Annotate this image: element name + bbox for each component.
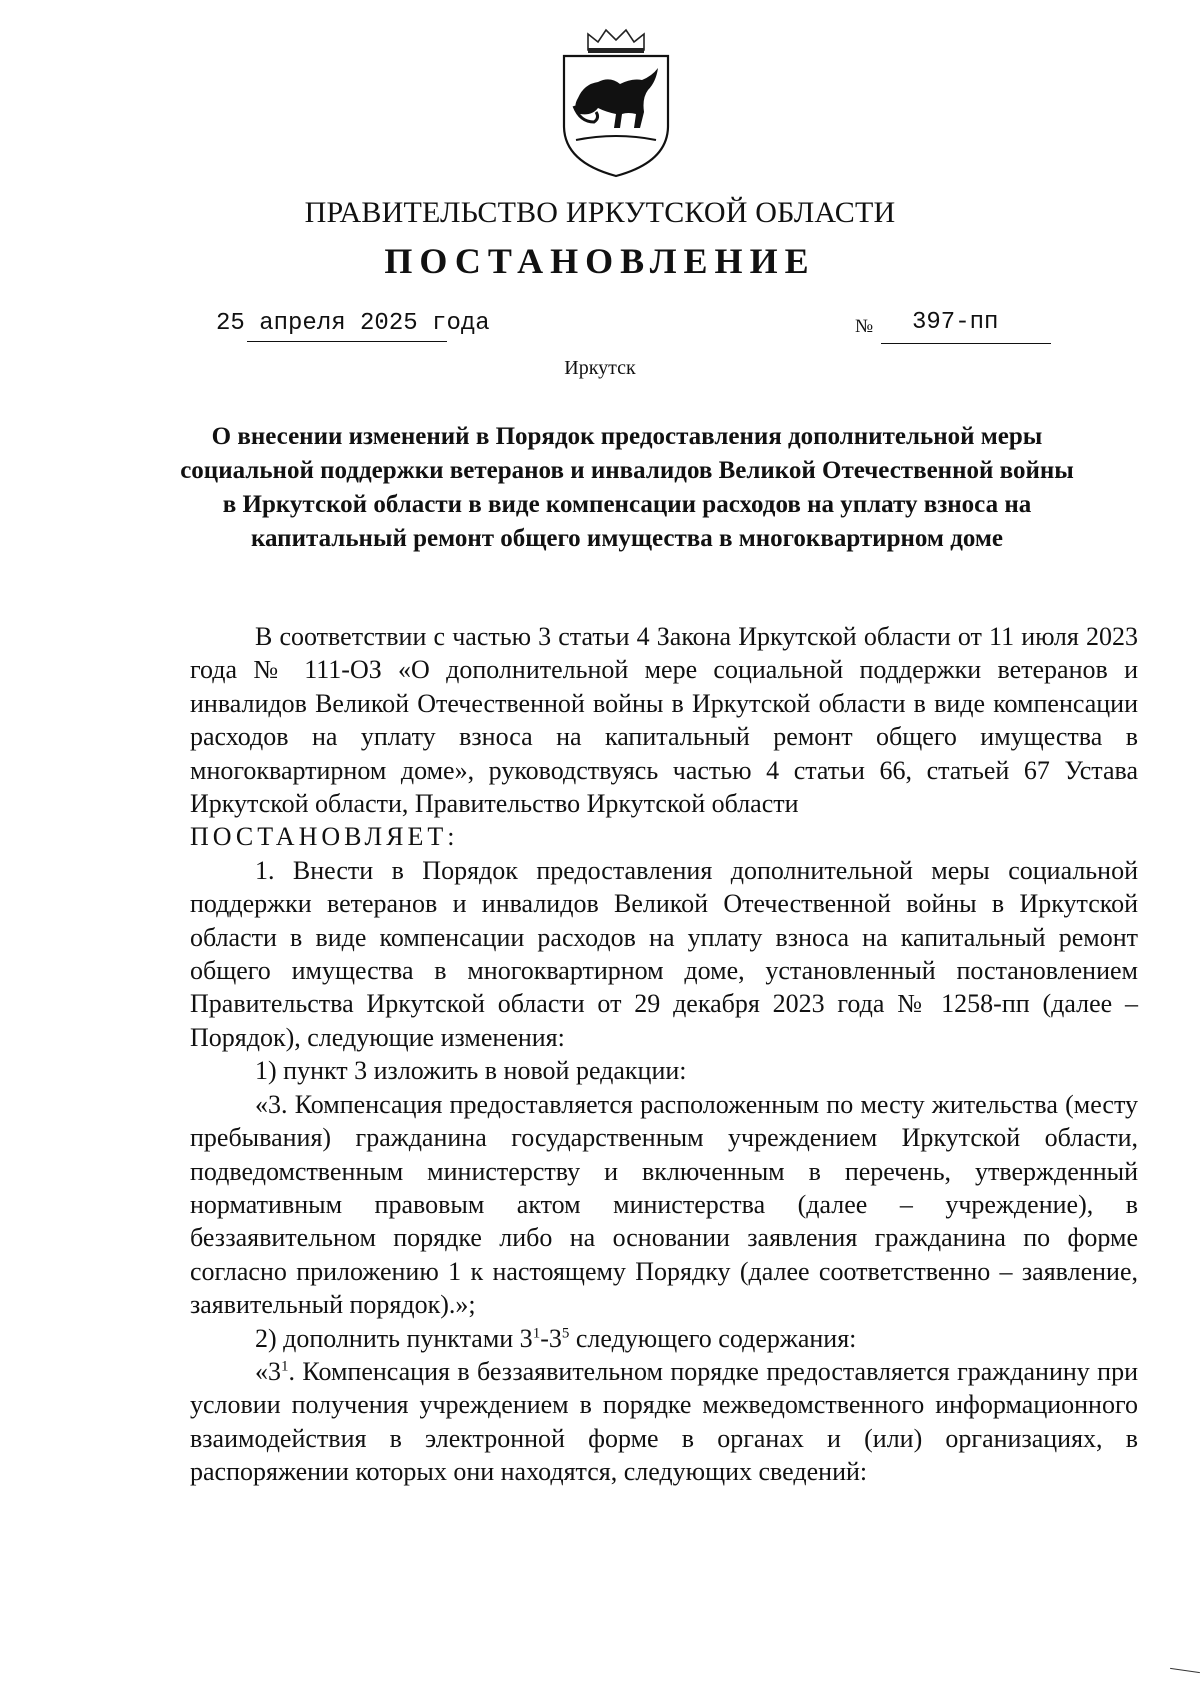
scan-corner-mark <box>1170 1668 1200 1673</box>
superscript: 5 <box>561 1324 570 1341</box>
coat-of-arms-icon <box>558 28 674 178</box>
sub-item-1-paragraph: 1) пункт 3 изложить в новой редакции: <box>255 1056 687 1086</box>
number-underline <box>881 343 1051 344</box>
quoted-point-3-paragraph: «3. Компенсация предоставляется расположенным по месту жительства (месту пребывания) гражданина государственным учреждением Иркутской области, подведомственным министерству и включенным в перечень, утвержденный нормативным правовым актом министерства (далее – учреждение), в беззаявительном порядке либо на основании заявления гражданина по форме согласно приложению 1 к настоящему Порядку (далее соответственно – заявление, заявительный порядок).»; <box>190 1089 1138 1320</box>
date-underline <box>247 341 447 342</box>
quoted-point-3-1-text: . Компенсация в беззаявительном порядке предоставляется гражданину при условии получения учреждением в порядке межведомственного информационного взаимодействия в электронной форме в органах и (или) организациях, в распоряжении которых они находятся, следующих сведений: <box>190 1356 1138 1487</box>
government-title: ПРАВИТЕЛЬСТВО ИРКУТСКОЙ ОБЛАСТИ <box>304 196 896 229</box>
document-body <box>190 620 1138 1489</box>
sub-item-2-dash: -3 <box>540 1323 562 1353</box>
decree-date: 25 апреля 2025 года <box>216 310 490 337</box>
superscript: 1 <box>281 1358 289 1375</box>
quoted-point-3-1-prefix: «3 <box>255 1356 281 1386</box>
sub-item-2-prefix: 2) дополнить пунктами 3 <box>255 1323 533 1353</box>
document-type-title: ПОСТАНОВЛЕНИЕ <box>384 241 816 281</box>
superscript: 1 <box>532 1324 541 1341</box>
number-label: № <box>855 316 874 337</box>
item-1-paragraph: 1. Внести в Порядок предоставления дополнительной меры социальной поддержки ветеранов и инвалидов Великой Отечественной войны в Иркутской области в виде компенсации расходов на уплату взноса на капитальный ремонт общего имущества в многоквартирном доме, установленный постановлением Правительства Иркутской области от 29 декабря 2023 года № 1258-пп (далее – Порядок), следующие изменения: <box>190 855 1138 1052</box>
sub-item-2-paragraph <box>190 1322 1138 1355</box>
preamble-paragraph: В соответствии с частью 3 статьи 4 Закона Иркутской области от 11 июля 2023 года № 111-ОЗ «О дополнительной мере социальной поддержки ветеранов и инвалидов Великой Отечественной войны в Иркутской области в виде компенсации расходов на уплату взноса на капитальный ремонт общего имущества в многоквартирном доме», руководствуясь частью 4 статьи 66, статьей 67 Устава Иркутской области, Правительство Иркутской области <box>190 622 1138 819</box>
sub-item-2-suffix: следующего содержания: <box>569 1323 857 1353</box>
resolves-heading: ПОСТАНОВЛЯЕТ: <box>190 822 459 852</box>
quoted-point-3-1-paragraph <box>190 1355 1138 1489</box>
decree-number: 397-пп <box>912 309 999 336</box>
city-name: Иркутск <box>564 357 636 379</box>
decree-subject: О внесении изменений в Порядок предоставления дополнительной меры социальной поддержки ветеранов и инвалидов Великой Отечественной войны в Иркутской области в виде компенсации расходов на уплату взноса на капитальный ремонт общего имущества в многоквартирном доме <box>180 423 1074 552</box>
